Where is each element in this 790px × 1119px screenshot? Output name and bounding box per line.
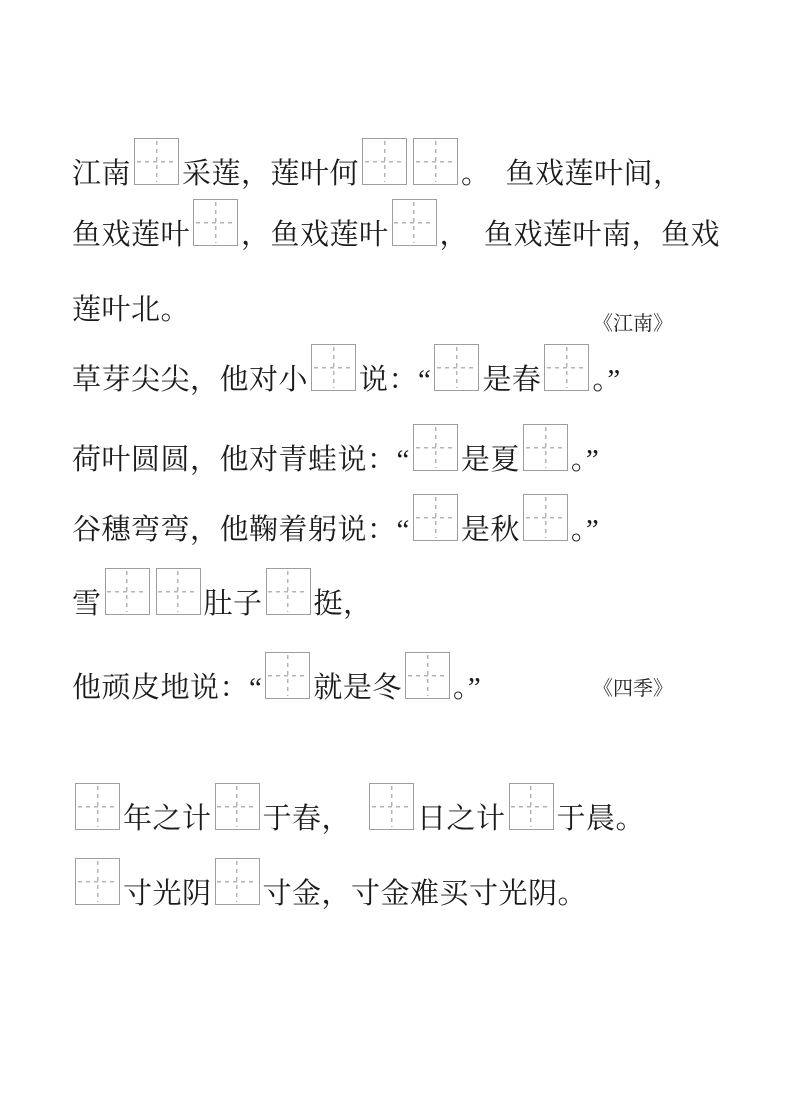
text-run: 日之计 [417,802,506,835]
character-box [392,199,437,246]
text-run: 是夏 [460,443,520,476]
text-run: 挺， [313,587,373,620]
character-box [405,652,450,699]
character-box [215,858,260,905]
text-run: 。” [570,443,600,476]
character-box [75,783,120,830]
character-box [134,138,179,185]
character-box [156,568,201,615]
text-run: 是秋 [460,513,520,546]
text-run: 寸金，寸金难买寸光阴。 [262,877,588,910]
poem1-line-2 [72,199,720,252]
text-run: 他顽皮地说：“ [72,671,263,704]
character-box [193,199,238,246]
poem2-line-2 [72,424,599,477]
poem2-line-5 [72,652,481,705]
poem1-title: 《江南》 [593,313,673,335]
text-run: 是春 [482,363,542,396]
text-run: 谷穗弯弯，他鞠着躬说：“ [72,513,410,546]
text-run: 年之计 [123,802,212,835]
text-run: 于晨。 [556,802,646,835]
character-box [266,568,311,615]
text-run: 雪 [72,587,102,620]
character-box [413,424,458,471]
proverb-line-1 [72,783,645,836]
text-run: 江南 [72,157,132,190]
character-box [413,138,458,185]
poem2-line-3 [72,494,599,547]
text-run: 。” [570,513,600,546]
text-run: 肚子 [203,587,263,620]
character-box [369,783,414,830]
character-box [362,138,407,185]
text-run: ， 鱼戏莲叶南，鱼戏 [439,218,721,251]
character-box [311,344,356,391]
character-box [75,858,120,905]
text-run: 荷叶圆圆，他对青蛙说：“ [72,443,410,476]
text-run: 采莲，莲叶何 [182,157,360,190]
text-run: 草芽尖尖，他对小 [72,363,309,396]
text-run: 。” [592,363,621,396]
text-run: 鱼戏莲叶 [72,218,191,251]
character-box [544,344,589,391]
text-run: ，鱼戏莲叶 [241,218,389,251]
poem1-line-1 [72,138,683,191]
character-box [105,568,150,615]
text-run: 。” [452,671,482,704]
proverb-line-2 [72,858,587,911]
character-box [265,652,310,699]
text-run: 寸光阴 [123,877,212,910]
poem2-line-1 [72,344,621,397]
character-box [523,494,568,541]
character-box [413,494,458,541]
poem1-line-3 [72,293,190,327]
text-run: 就是冬 [313,671,402,704]
character-box [215,783,260,830]
poem2-title: 《四季》 [593,678,673,700]
text-run: 莲叶北。 [72,294,191,326]
character-box [509,783,554,830]
text-run: 。 鱼戏莲叶间， [461,157,683,190]
text-run: 说：“ [359,363,432,396]
text-run: 于春， [262,802,367,835]
character-box [434,344,479,391]
character-box [523,424,568,471]
poem2-line-4 [72,568,373,621]
